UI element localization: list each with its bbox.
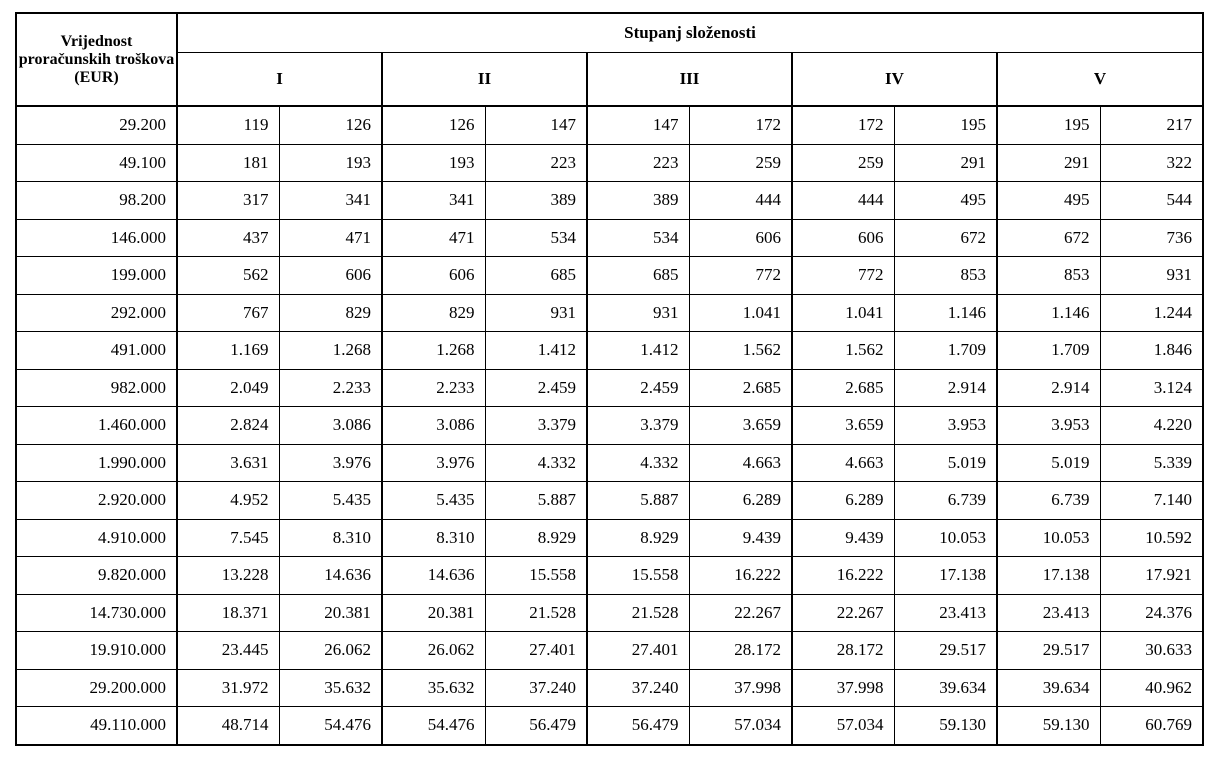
fee-cell: 39.634 xyxy=(997,669,1100,707)
fee-cell: 17.138 xyxy=(894,557,997,595)
header-row-group xyxy=(16,13,1203,53)
level-header-cell: II xyxy=(382,53,587,107)
table-row xyxy=(16,407,1203,445)
fee-cell: 341 xyxy=(382,182,485,220)
fee-cell: 2.914 xyxy=(997,369,1100,407)
fee-cell: 27.401 xyxy=(587,632,689,670)
fee-cell: 9.439 xyxy=(792,519,894,557)
table-row xyxy=(16,557,1203,595)
table-row xyxy=(16,594,1203,632)
level-header-cell: V xyxy=(997,53,1203,107)
fee-cell: 2.685 xyxy=(792,369,894,407)
budget-value-cell: 98.200 xyxy=(16,182,177,220)
budget-value-cell: 4.910.000 xyxy=(16,519,177,557)
budget-value-cell: 982.000 xyxy=(16,369,177,407)
fee-cell: 2.233 xyxy=(382,369,485,407)
budget-value-cell: 29.200.000 xyxy=(16,669,177,707)
fee-cell: 5.019 xyxy=(894,444,997,482)
budget-value-cell: 49.100 xyxy=(16,144,177,182)
fee-cell: 8.310 xyxy=(279,519,382,557)
fee-cell: 147 xyxy=(485,106,587,144)
fee-cell: 853 xyxy=(894,257,997,295)
fee-cell: 3.379 xyxy=(485,407,587,445)
budget-value-cell: 9.820.000 xyxy=(16,557,177,595)
fee-cell: 30.633 xyxy=(1100,632,1203,670)
fee-cell: 772 xyxy=(792,257,894,295)
table-row xyxy=(16,144,1203,182)
fee-cell: 1.169 xyxy=(177,332,279,370)
fee-cell: 259 xyxy=(689,144,792,182)
budget-value-cell: 29.200 xyxy=(16,106,177,144)
fee-cell: 2.459 xyxy=(587,369,689,407)
fee-cell: 389 xyxy=(485,182,587,220)
fee-cell: 2.049 xyxy=(177,369,279,407)
fee-cell: 17.921 xyxy=(1100,557,1203,595)
fee-cell: 172 xyxy=(689,106,792,144)
table-row xyxy=(16,632,1203,670)
fee-cell: 1.268 xyxy=(279,332,382,370)
fee-cell: 60.769 xyxy=(1100,707,1203,745)
fee-cell: 3.631 xyxy=(177,444,279,482)
fee-cell: 195 xyxy=(894,106,997,144)
fee-cell: 534 xyxy=(587,219,689,257)
fee-cell: 606 xyxy=(689,219,792,257)
fee-cell: 495 xyxy=(997,182,1100,220)
budget-value-cell: 292.000 xyxy=(16,294,177,332)
fee-cell: 195 xyxy=(997,106,1100,144)
fee-cell: 10.053 xyxy=(894,519,997,557)
fee-cell: 685 xyxy=(587,257,689,295)
fee-cell: 3.086 xyxy=(279,407,382,445)
fee-cell: 126 xyxy=(279,106,382,144)
fee-cell: 57.034 xyxy=(689,707,792,745)
fee-cell: 4.663 xyxy=(689,444,792,482)
fee-cell: 193 xyxy=(382,144,485,182)
fee-cell: 3.953 xyxy=(997,407,1100,445)
fee-cell: 4.663 xyxy=(792,444,894,482)
fee-cell: 6.289 xyxy=(689,482,792,520)
fee-cell: 3.086 xyxy=(382,407,485,445)
level-header-cell: I xyxy=(177,53,382,107)
fee-cell: 15.558 xyxy=(485,557,587,595)
fee-cell: 18.371 xyxy=(177,594,279,632)
table-body xyxy=(16,106,1203,745)
fee-cell: 7.140 xyxy=(1100,482,1203,520)
fee-cell: 2.824 xyxy=(177,407,279,445)
fee-cell: 685 xyxy=(485,257,587,295)
fee-cell: 31.972 xyxy=(177,669,279,707)
fee-cell: 37.998 xyxy=(792,669,894,707)
fee-cell: 1.146 xyxy=(894,294,997,332)
fee-cell: 57.034 xyxy=(792,707,894,745)
fee-cell: 6.289 xyxy=(792,482,894,520)
fee-cell: 26.062 xyxy=(279,632,382,670)
fee-cell: 5.435 xyxy=(279,482,382,520)
group-title-cell: Stupanj složenosti xyxy=(177,13,1203,53)
table-row xyxy=(16,219,1203,257)
fee-cell: 172 xyxy=(792,106,894,144)
table-row xyxy=(16,482,1203,520)
fee-cell: 2.685 xyxy=(689,369,792,407)
fee-cell: 444 xyxy=(792,182,894,220)
fee-cell: 29.517 xyxy=(894,632,997,670)
table-row xyxy=(16,519,1203,557)
fee-cell: 28.172 xyxy=(689,632,792,670)
budget-value-cell: 14.730.000 xyxy=(16,594,177,632)
fee-cell: 48.714 xyxy=(177,707,279,745)
header-row-levels xyxy=(16,53,1203,107)
table-row xyxy=(16,106,1203,144)
fee-cell: 56.479 xyxy=(587,707,689,745)
fee-cell: 767 xyxy=(177,294,279,332)
fee-cell: 39.634 xyxy=(894,669,997,707)
fee-cell: 40.962 xyxy=(1100,669,1203,707)
table-row xyxy=(16,182,1203,220)
fee-cell: 181 xyxy=(177,144,279,182)
fee-cell: 3.659 xyxy=(689,407,792,445)
budget-value-cell: 19.910.000 xyxy=(16,632,177,670)
fee-cell: 291 xyxy=(894,144,997,182)
fee-cell: 1.041 xyxy=(689,294,792,332)
fee-cell: 8.929 xyxy=(587,519,689,557)
fee-cell: 27.401 xyxy=(485,632,587,670)
fee-cell: 20.381 xyxy=(279,594,382,632)
budget-value-cell: 1.460.000 xyxy=(16,407,177,445)
table-row xyxy=(16,669,1203,707)
budget-value-cell: 491.000 xyxy=(16,332,177,370)
budget-value-cell: 2.920.000 xyxy=(16,482,177,520)
fee-cell: 23.413 xyxy=(997,594,1100,632)
fee-cell: 534 xyxy=(485,219,587,257)
fee-cell: 23.413 xyxy=(894,594,997,632)
fee-cell: 59.130 xyxy=(894,707,997,745)
fee-cell: 291 xyxy=(997,144,1100,182)
fee-cell: 10.053 xyxy=(997,519,1100,557)
fee-cell: 24.376 xyxy=(1100,594,1203,632)
fee-cell: 23.445 xyxy=(177,632,279,670)
fee-cell: 772 xyxy=(689,257,792,295)
fee-cell: 3.953 xyxy=(894,407,997,445)
fee-cell: 35.632 xyxy=(279,669,382,707)
fee-cell: 1.041 xyxy=(792,294,894,332)
fee-cell: 672 xyxy=(997,219,1100,257)
fee-cell: 1.562 xyxy=(689,332,792,370)
fee-cell: 223 xyxy=(485,144,587,182)
fee-cell: 21.528 xyxy=(587,594,689,632)
fee-cell: 2.233 xyxy=(279,369,382,407)
fee-cell: 4.332 xyxy=(587,444,689,482)
fee-cell: 931 xyxy=(587,294,689,332)
fee-cell: 193 xyxy=(279,144,382,182)
fee-cell: 1.146 xyxy=(997,294,1100,332)
fee-cell: 35.632 xyxy=(382,669,485,707)
level-header-cell: IV xyxy=(792,53,997,107)
budget-value-cell: 146.000 xyxy=(16,219,177,257)
fee-cell: 6.739 xyxy=(894,482,997,520)
fee-cell: 54.476 xyxy=(382,707,485,745)
fee-cell: 1.268 xyxy=(382,332,485,370)
fee-table xyxy=(15,12,1204,746)
fee-cell: 3.379 xyxy=(587,407,689,445)
fee-cell: 9.439 xyxy=(689,519,792,557)
table-row xyxy=(16,369,1203,407)
fee-cell: 14.636 xyxy=(279,557,382,595)
table-row xyxy=(16,294,1203,332)
row-header-cell: Vrijednost proračunskih troškova (EUR) xyxy=(16,13,177,106)
table-row xyxy=(16,444,1203,482)
fee-cell: 16.222 xyxy=(792,557,894,595)
fee-cell: 606 xyxy=(279,257,382,295)
fee-cell: 3.124 xyxy=(1100,369,1203,407)
fee-cell: 147 xyxy=(587,106,689,144)
fee-cell: 6.739 xyxy=(997,482,1100,520)
fee-cell: 20.381 xyxy=(382,594,485,632)
fee-cell: 56.479 xyxy=(485,707,587,745)
fee-cell: 26.062 xyxy=(382,632,485,670)
fee-cell: 5.887 xyxy=(485,482,587,520)
table-row xyxy=(16,332,1203,370)
fee-cell: 1.562 xyxy=(792,332,894,370)
fee-cell: 606 xyxy=(382,257,485,295)
fee-cell: 606 xyxy=(792,219,894,257)
fee-cell: 10.592 xyxy=(1100,519,1203,557)
table-row xyxy=(16,707,1203,745)
fee-cell: 7.545 xyxy=(177,519,279,557)
fee-cell: 4.332 xyxy=(485,444,587,482)
table-row xyxy=(16,257,1203,295)
fee-cell: 29.517 xyxy=(997,632,1100,670)
fee-cell: 562 xyxy=(177,257,279,295)
fee-cell: 119 xyxy=(177,106,279,144)
fee-cell: 2.914 xyxy=(894,369,997,407)
fee-cell: 829 xyxy=(382,294,485,332)
fee-cell: 3.976 xyxy=(279,444,382,482)
fee-cell: 37.240 xyxy=(485,669,587,707)
fee-cell: 3.659 xyxy=(792,407,894,445)
fee-cell: 223 xyxy=(587,144,689,182)
fee-cell: 217 xyxy=(1100,106,1203,144)
budget-value-cell: 1.990.000 xyxy=(16,444,177,482)
fee-cell: 54.476 xyxy=(279,707,382,745)
fee-cell: 16.222 xyxy=(689,557,792,595)
fee-cell: 15.558 xyxy=(587,557,689,595)
fee-cell: 2.459 xyxy=(485,369,587,407)
fee-cell: 853 xyxy=(997,257,1100,295)
level-header-cell: III xyxy=(587,53,792,107)
fee-cell: 37.998 xyxy=(689,669,792,707)
fee-cell: 322 xyxy=(1100,144,1203,182)
fee-cell: 259 xyxy=(792,144,894,182)
fee-cell: 1.709 xyxy=(997,332,1100,370)
fee-cell: 1.846 xyxy=(1100,332,1203,370)
fee-cell: 437 xyxy=(177,219,279,257)
fee-cell: 28.172 xyxy=(792,632,894,670)
fee-cell: 4.220 xyxy=(1100,407,1203,445)
budget-value-cell: 49.110.000 xyxy=(16,707,177,745)
fee-cell: 829 xyxy=(279,294,382,332)
fee-cell: 341 xyxy=(279,182,382,220)
fee-cell: 672 xyxy=(894,219,997,257)
fee-cell: 471 xyxy=(382,219,485,257)
fee-cell: 495 xyxy=(894,182,997,220)
fee-cell: 14.636 xyxy=(382,557,485,595)
fee-cell: 1.709 xyxy=(894,332,997,370)
fee-cell: 8.929 xyxy=(485,519,587,557)
table-header xyxy=(16,13,1203,106)
fee-cell: 8.310 xyxy=(382,519,485,557)
fee-cell: 17.138 xyxy=(997,557,1100,595)
fee-cell: 21.528 xyxy=(485,594,587,632)
fee-cell: 931 xyxy=(1100,257,1203,295)
fee-cell: 5.019 xyxy=(997,444,1100,482)
fee-cell: 126 xyxy=(382,106,485,144)
fee-cell: 389 xyxy=(587,182,689,220)
fee-cell: 5.339 xyxy=(1100,444,1203,482)
fee-cell: 22.267 xyxy=(689,594,792,632)
fee-cell: 736 xyxy=(1100,219,1203,257)
fee-cell: 1.412 xyxy=(485,332,587,370)
fee-cell: 1.244 xyxy=(1100,294,1203,332)
fee-cell: 3.976 xyxy=(382,444,485,482)
fee-cell: 37.240 xyxy=(587,669,689,707)
fee-cell: 471 xyxy=(279,219,382,257)
fee-cell: 4.952 xyxy=(177,482,279,520)
budget-value-cell: 199.000 xyxy=(16,257,177,295)
fee-cell: 5.887 xyxy=(587,482,689,520)
fee-cell: 5.435 xyxy=(382,482,485,520)
fee-cell: 1.412 xyxy=(587,332,689,370)
fee-cell: 444 xyxy=(689,182,792,220)
fee-cell: 544 xyxy=(1100,182,1203,220)
fee-cell: 317 xyxy=(177,182,279,220)
fee-cell: 13.228 xyxy=(177,557,279,595)
fee-cell: 931 xyxy=(485,294,587,332)
fee-cell: 59.130 xyxy=(997,707,1100,745)
fee-cell: 22.267 xyxy=(792,594,894,632)
